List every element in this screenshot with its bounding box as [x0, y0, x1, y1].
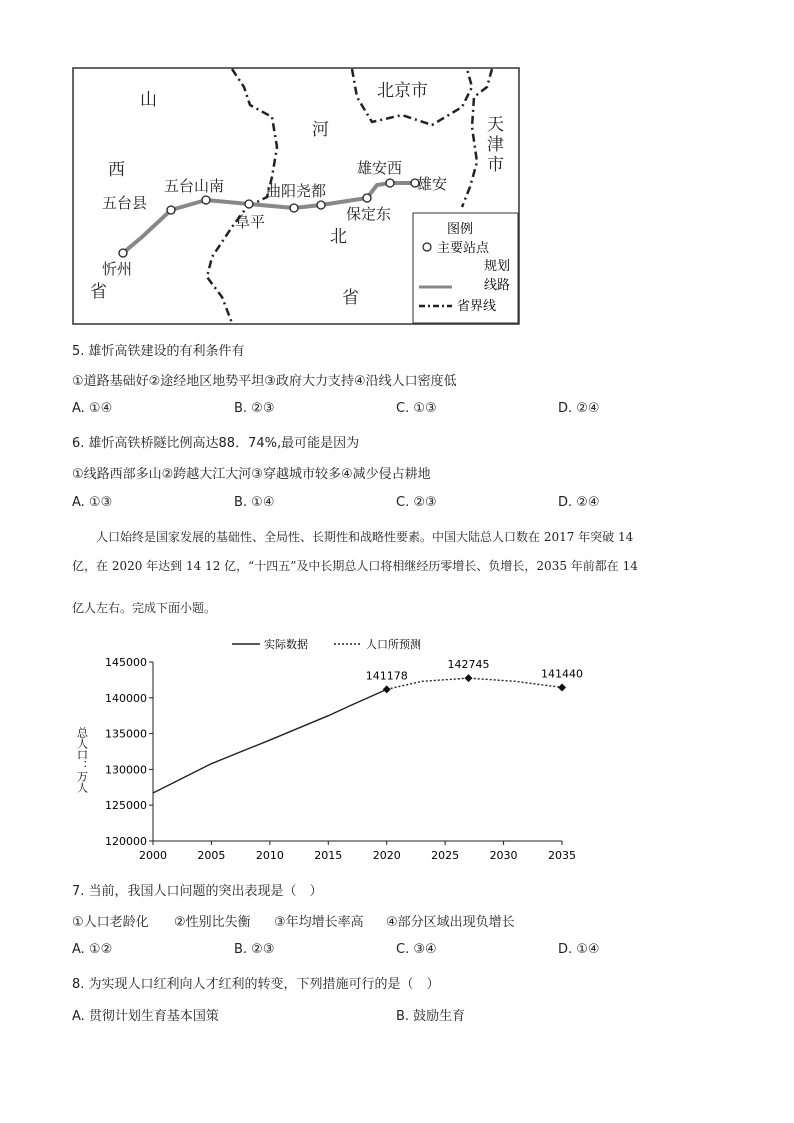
label-tian: 天: [487, 115, 504, 135]
label-bei: 北: [330, 227, 347, 247]
x-tick-label: 2025: [431, 849, 460, 862]
label-beijing: 北京市: [377, 81, 428, 101]
q7-option-b: B. ②③: [234, 942, 275, 957]
q7-statement-2: ②性别比失衡: [174, 915, 251, 930]
label-shi: 市: [487, 155, 504, 175]
series-line-forecast: [387, 678, 562, 689]
station-baodingdong: 保定东: [346, 205, 392, 223]
label-shan: 山: [140, 90, 157, 110]
station-xinzhou: 忻州: [102, 260, 133, 278]
x-tick-label: 2010: [255, 849, 284, 862]
population-chart: [72, 632, 592, 867]
x-tick-label: 2020: [372, 849, 401, 862]
label-xi: 西: [108, 160, 125, 180]
legend-station: 主要站点: [437, 241, 490, 256]
legend-border: 省界线: [457, 299, 497, 314]
q6-option-c: C. ②③: [396, 495, 437, 510]
railway-map: [72, 67, 520, 325]
q7-statement-3: ③年均增长率高: [274, 915, 364, 930]
data-point-marker: [465, 674, 473, 682]
q5-statements: ①道路基础好②途经地区地势平坦③政府大力支持④沿线人口密度低: [72, 374, 457, 389]
q6-option-d: D. ②④: [558, 495, 600, 510]
station-wutai: 五台县: [102, 194, 148, 212]
label-he: 河: [312, 120, 329, 140]
y-tick-label: 130000: [105, 763, 147, 777]
legend-station-icon: [423, 243, 431, 251]
data-point-label: 141440: [541, 667, 583, 681]
q8-stem: 8. 为实现人口红利向人才红利的转变，下列措施可行的是（ ）: [72, 977, 440, 992]
q7-option-c: C. ③④: [396, 942, 437, 957]
station-quyang: 曲阳尧都: [266, 182, 327, 200]
data-point-marker: [558, 683, 566, 691]
x-tick-label: 2015: [314, 849, 343, 862]
q6-option-a: A. ①③: [72, 495, 113, 510]
y-tick-label: 140000: [105, 691, 147, 705]
q5-option-b: B. ②③: [234, 401, 275, 416]
station-xiongan: 雄安: [417, 175, 448, 193]
q6-statements: ①线路西部多山②跨越大江大河③穿越城市较多④减少侵占耕地: [72, 467, 431, 482]
q6-option-b: B. ①④: [234, 495, 275, 510]
q5-option-c: C. ①③: [396, 401, 437, 416]
passage-line-3: 亿人左右。完成下面小题。: [72, 601, 217, 615]
legend-forecast: 人口所预测: [366, 638, 421, 651]
q5-stem: 5. 雄忻高铁建设的有利条件有: [72, 344, 245, 359]
station-fuping: 阜平: [235, 213, 266, 231]
q8-option-a: A. 贯彻计划生育基本国策: [72, 1009, 219, 1024]
data-point-marker: [383, 685, 391, 693]
x-tick-label: 2000: [139, 849, 167, 862]
data-point-label: 141178: [365, 669, 408, 683]
legend-title: 图例: [447, 222, 474, 237]
label-sheng-right: 省: [342, 288, 359, 308]
passage-line-1: 人口始终是国家发展的基础性、全局性、长期性和战略性要素。中国大陆总人口数在 2017 年突破 14: [96, 530, 634, 544]
y-tick-label: 125000: [105, 799, 147, 813]
y-tick-label: 135000: [105, 727, 147, 741]
y-tick-label: 145000: [105, 656, 147, 669]
label-jin: 津: [487, 135, 504, 155]
legend-actual: 实际数据: [264, 638, 308, 651]
x-tick-label: 2030: [489, 849, 518, 862]
y-tick-label: 120000: [105, 835, 147, 848]
q8-option-b: B. 鼓励生育: [396, 1009, 466, 1024]
q6-stem: 6. 雄忻高铁桥隧比例高达88．74%,最可能是因为: [72, 436, 360, 451]
legend-route-2: 线路: [484, 278, 511, 293]
series-line-actual: [153, 689, 387, 793]
q7-stem: 7. 当前，我国人口问题的突出表现是（ ）: [72, 884, 323, 899]
q5-option-a: A. ①④: [72, 401, 113, 416]
y-axis-label: 总人口：万人: [75, 727, 89, 793]
data-point-label: 142745: [447, 658, 490, 672]
map-legend: [413, 213, 518, 323]
station-xiongan-west: 雄安西: [357, 159, 403, 177]
label-sheng-left: 省: [90, 282, 107, 302]
q5-option-d: D. ②④: [558, 401, 600, 416]
x-tick-label: 2005: [197, 849, 226, 862]
passage-line-2: 亿，在 2020 年达到 14 12 亿，“十四五”及中长期总人口将相继经历零增长、负增长，2035 年前都在 14: [72, 559, 638, 573]
station-wutaishannan: 五台山南: [164, 177, 225, 195]
q7-option-a: A. ①②: [72, 942, 113, 957]
x-tick-label: 2035: [548, 849, 576, 862]
q7-option-d: D. ①④: [558, 942, 600, 957]
legend-route-1: 规划: [484, 259, 511, 274]
q7-statement-1: ①人口老龄化: [72, 915, 149, 930]
q7-statement-4: ④部分区域出现负增长: [386, 915, 515, 930]
